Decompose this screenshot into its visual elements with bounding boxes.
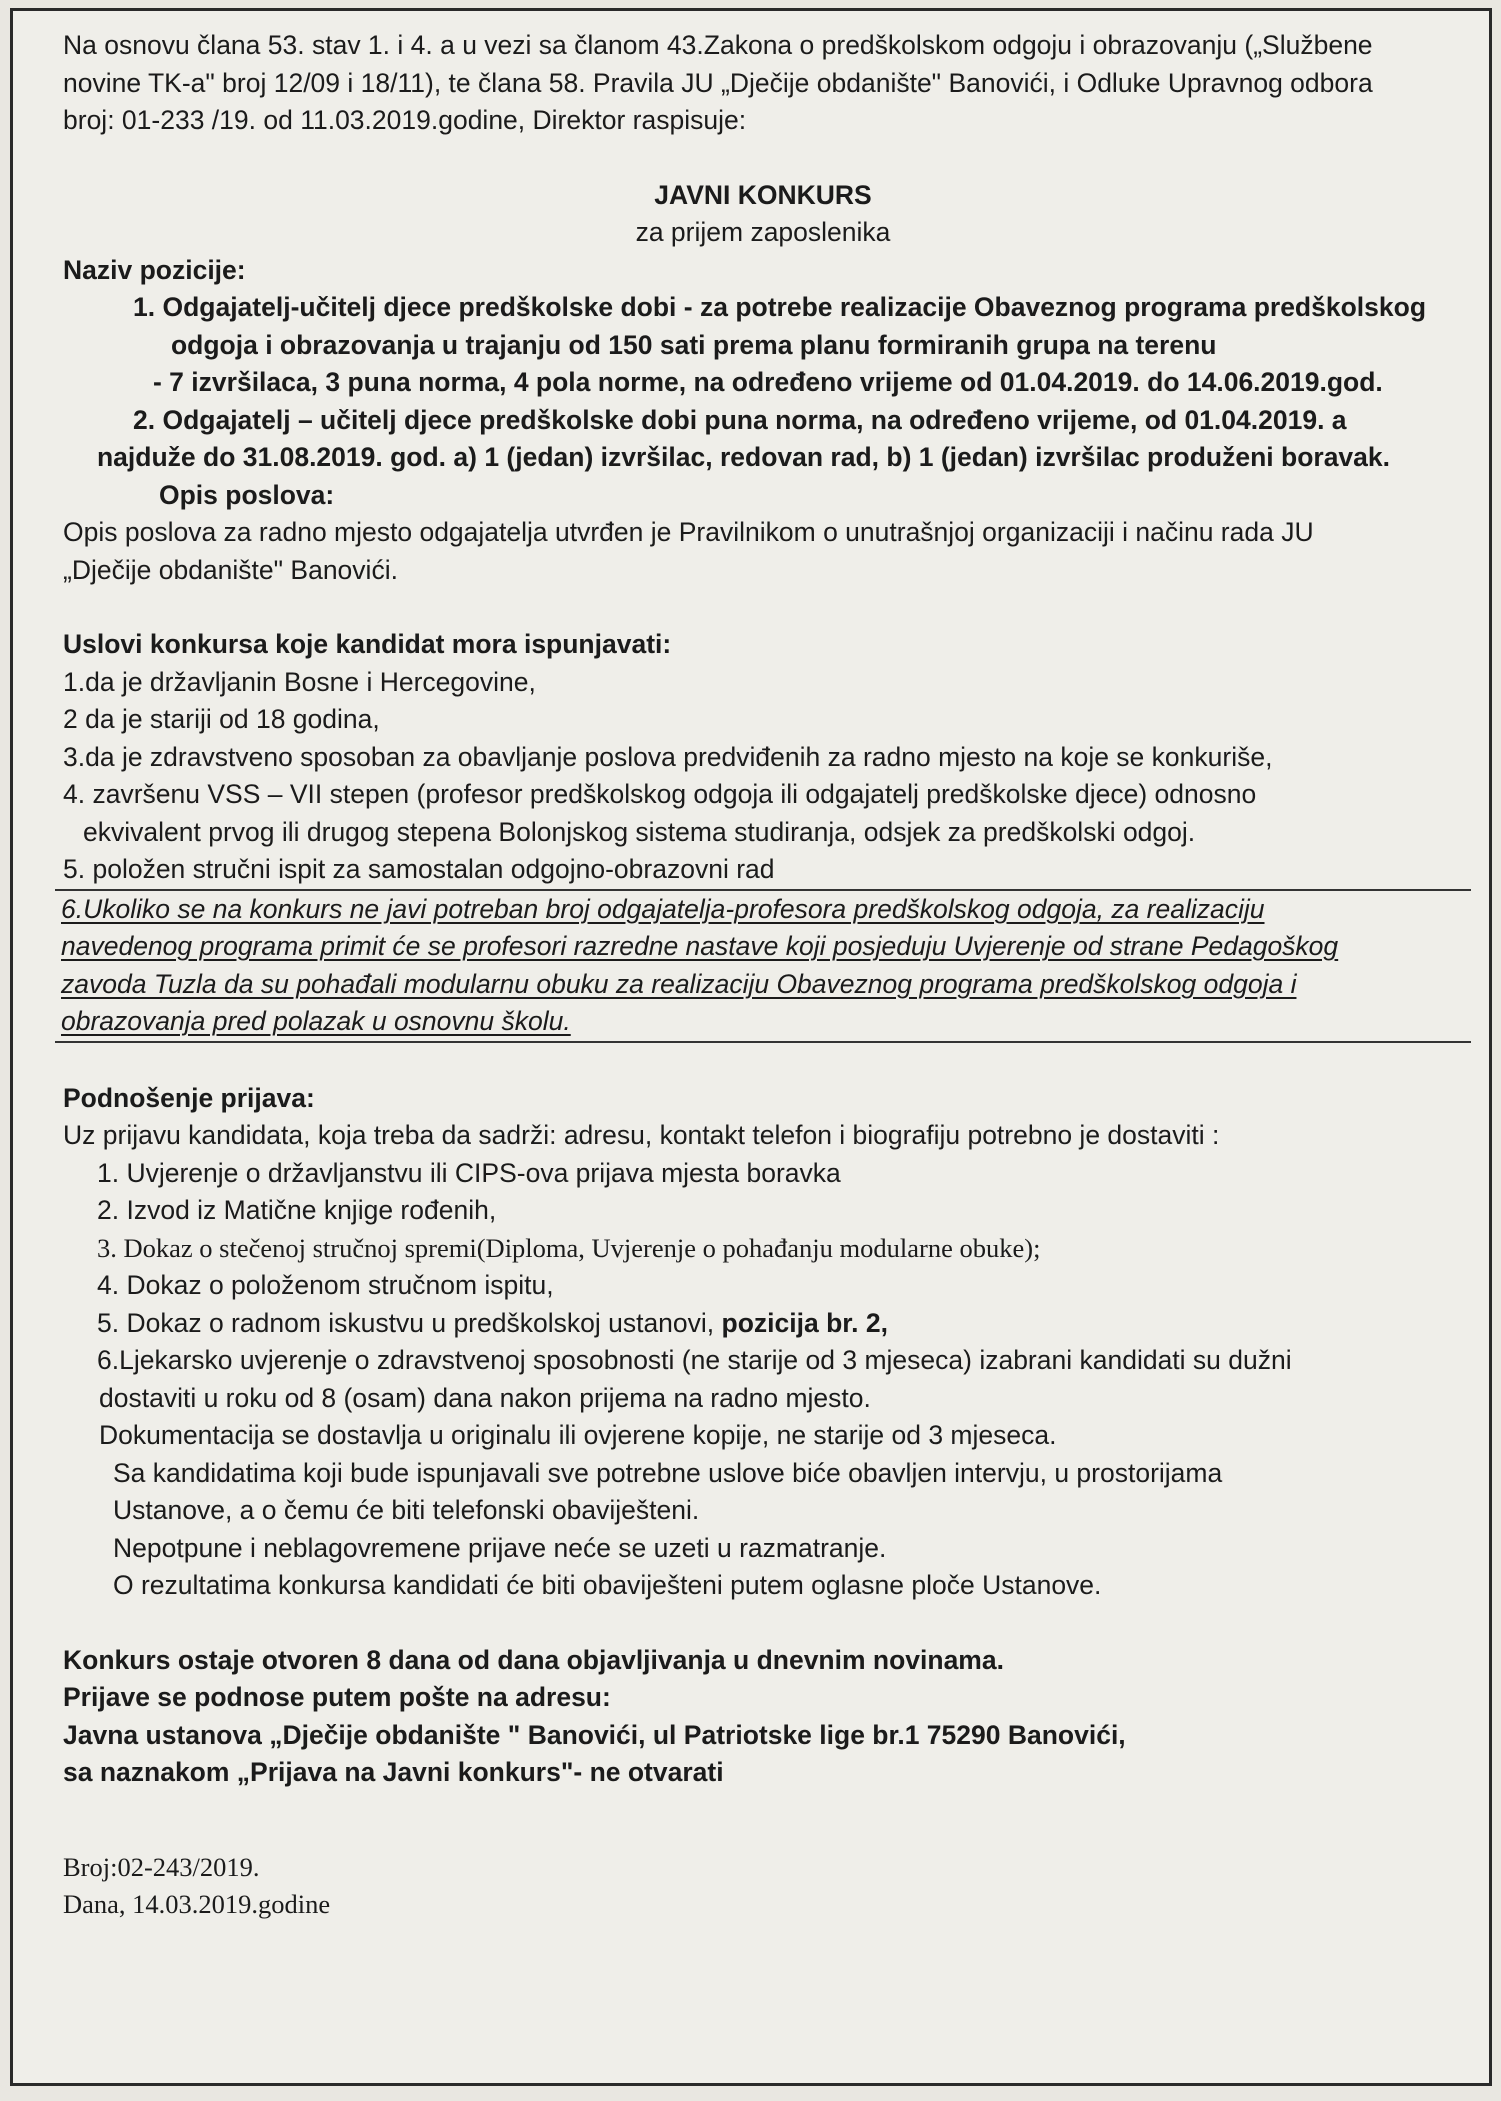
closing-line: Prijave se podnose putem pošte na adresu: <box>63 1682 611 1712</box>
position1-line: odgoja i obrazovanja u trajanju od 150 sati prema planu formiranih grupa na terenu <box>171 329 1217 360</box>
doc-item: dostaviti u roku od 8 (osam) dana nakon prijema na radno mjesto. <box>99 1382 871 1413</box>
doc-item: 4. Dokaz o položenom stručnom ispitu, <box>97 1270 554 1300</box>
reference-number: Broj:02-243/2019. <box>63 1851 260 1882</box>
doc-item <box>63 1230 1463 1268</box>
note-line: Nepotpune i neblagovremene prijave neće se uzeti u razmatranje. <box>113 1532 887 1563</box>
condition6-line: zavoda Tuzla da su pohađali modularnu obuku za realizaciju Obaveznog programa predškolskog odgoja i <box>61 968 1297 999</box>
intro-line: broj: 01-233 /19. od 11.03.2019.godine, Direktor raspisuje: <box>63 105 747 135</box>
closing-line: Javna ustanova „Dječije obdanište " Banovići, ul Patriotske lige br.1 75290 Banovići, <box>63 1719 1126 1750</box>
note-line: Sa kandidatima koji bude ispunjavali sve potrebne uslove biće obavljen intervju, u prostorijama <box>113 1457 1223 1488</box>
position2-line: 2. Odgajatelj – učitelj djece predškolske dobi puna norma, na određeno vrijeme, od 01.04.2019. a <box>133 404 1347 435</box>
duties-heading: Opis poslova: <box>159 479 335 510</box>
closing-line: sa naznakom „Prijava na Javni konkurs"- ne otvarati <box>63 1757 724 1787</box>
condition6-line: navedenog programa primit će se profesori razredne nastave koji posjeduju Uvjerenje od strane Pedagoškog <box>61 931 1339 961</box>
condition-item: 2 da je stariji od 18 godina, <box>63 704 380 734</box>
doc-item-text: 5. Dokaz o radnom iskustvu u predškolskoj ustanovi, <box>97 1307 715 1338</box>
condition6-box <box>55 889 1471 1043</box>
doc-item: 2. Izvod iz Matične knjige rođenih, <box>97 1195 497 1225</box>
intro-line: Na osnovu člana 53. stav 1. i 4. a u vezi sa članom 43.Zakona o predškolskom odgoju i obrazovanju („Službene <box>63 30 1373 60</box>
condition-item: 3.da je zdravstveno sposoban za obavljanje poslova predviđenih za radno mjesto na koje se konkuriše, <box>63 741 1273 772</box>
positions-heading: Naziv pozicije: <box>63 254 246 285</box>
notice-title: JAVNI KONKURS <box>654 179 872 210</box>
doc-item <box>63 1305 1463 1343</box>
doc-item-text: 3. Dokaz o stečenoj stručnoj spremi(Diploma, Uvjerenje o pohađanju modularne obuke); <box>97 1232 1041 1263</box>
condition6-line: 6.Ukoliko se na konkurs ne javi potreban broj odgajatelja-profesora predškolskog odgoja, za realizaciju <box>61 893 1265 924</box>
condition6-line: obrazovanja pred polazak u osnovnu školu. <box>61 1006 571 1036</box>
duties-line: „Dječije obdanište" Banovići. <box>63 554 398 585</box>
condition-item: 4. završenu VSS – VII stepen (profesor predškolskog odgoja ili odgajatelj predškolske djece) odnosno <box>63 779 1257 809</box>
intro-line: novine TK-a" broj 12/09 i 18/11), te člana 58. Pravila JU „Dječije obdanište" Banovići, i Odluke Upravnog odbora <box>63 67 1373 98</box>
doc-item: 6.Ljekarsko uvjerenje o zdravstvenoj sposobnosti (ne starije od 3 mjeseca) izabrani kandidati su dužni <box>97 1345 1292 1375</box>
note-line: Ustanove, a o čemu će biti telefonski obaviješteni. <box>113 1495 700 1525</box>
doc-item-bold: pozicija br. 2, <box>721 1307 888 1338</box>
condition-item: 1.da je državljanin Bosne i Hercegovine, <box>63 666 536 697</box>
condition-item: 5. položen stručni ispit za samostalan odgojno-obrazovni rad <box>63 854 775 884</box>
condition-item: ekvivalent prvog ili drugog stepena Bolonjskog sistema studiranja, odsjek za predškolski odgoj. <box>83 816 1196 847</box>
issue-date: Dana, 14.03.2019.godine <box>63 1889 331 1919</box>
notice-subtitle: za prijem zaposlenika <box>635 217 891 247</box>
note-line: Dokumentacija se dostavlja u originalu ili ovjerene kopije, ne starije od 3 mjeseca. <box>99 1420 1057 1450</box>
doc-item: 1. Uvjerenje o državljanstvu ili CIPS-ova prijava mjesta boravka <box>97 1157 841 1188</box>
position1-line: 1. Odgajatelj-učitelj djece predškolske dobi - za potrebe realizacije Obaveznog programa predškolskog <box>133 292 1427 322</box>
position1-line: - 7 izvršilaca, 3 puna norma, 4 pola norme, na određeno vrijeme od 01.04.2019. do 14.06.2019.god. <box>153 367 1383 397</box>
notice-page <box>10 8 1492 2086</box>
duties-line: Opis poslova za radno mjesto odgajatelja utvrđen je Pravilnikom o unutrašnjoj organizaciji i načinu rada JU <box>63 517 1314 547</box>
notice-text <box>63 27 1463 1924</box>
position2-line: najduže do 31.08.2019. god. a) 1 (jedan) izvršilac, redovan rad, b) 1 (jedan) izvršilac produženi boravak. <box>97 442 1391 472</box>
submission-intro: Uz prijavu kandidata, koja treba da sadrži: adresu, kontakt telefon i biografiju potrebno je dostaviti : <box>63 1120 1220 1150</box>
note-line: O rezultatima konkursa kandidati će biti obaviješteni putem oglasne ploče Ustanove. <box>113 1570 1102 1600</box>
conditions-heading: Uslovi konkursa koje kandidat mora ispunjavati: <box>63 629 672 659</box>
submission-heading: Podnošenje prijava: <box>63 1082 315 1113</box>
closing-line: Konkurs ostaje otvoren 8 dana od dana objavljivanja u dnevnim novinama. <box>63 1644 1004 1675</box>
